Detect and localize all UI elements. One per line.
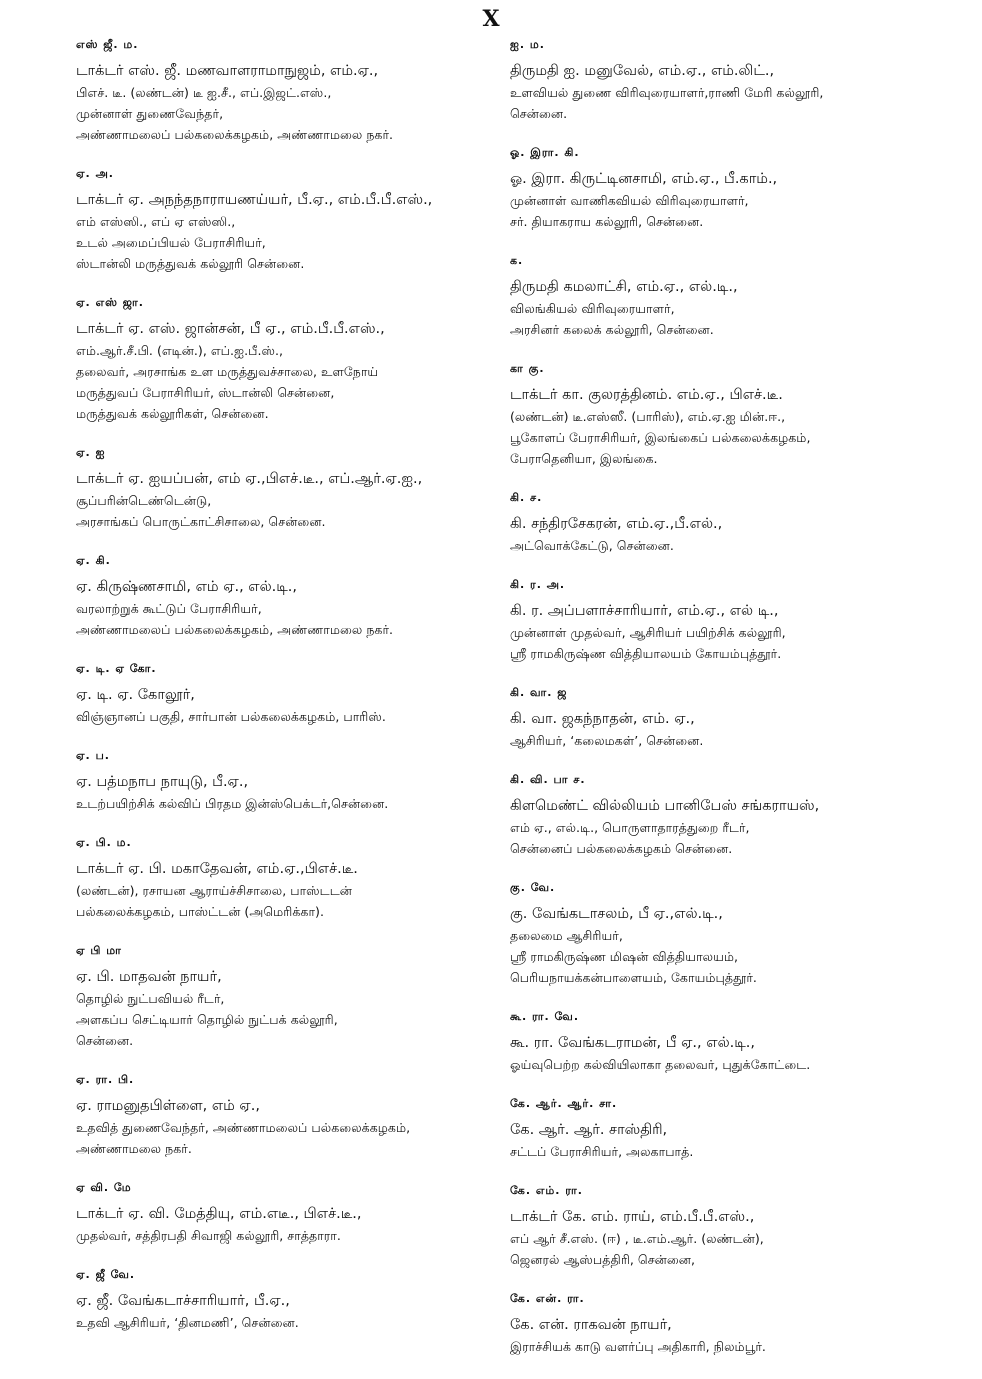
contributor-detail-line: சர். தியாகராய கல்லூரி, சென்னை.: [510, 214, 704, 229]
contributor-abbreviation: கு. வே.: [510, 881, 556, 894]
contributor-abbreviation: கி. ர. அ.: [510, 578, 566, 591]
contributor-entry: [76, 662, 476, 727]
contributor-entry: [510, 1184, 960, 1270]
contributor-name: ஏ. கிருஷ்ணசாமி, எம் ஏ., எல்.டி.,: [76, 579, 298, 595]
contributor-detail-line: விலங்கியல் விரிவுரையாளர்,: [510, 301, 675, 316]
contributor-name: கி. வா. ஜகந்நாதன், எம். ஏ.,: [510, 711, 695, 727]
contributor-abbreviation: க.: [510, 254, 524, 267]
contributor-detail-line: முதல்வர், சத்திரபதி சிவாஜி கல்லூரி, சாத்தாரா.: [76, 1228, 341, 1243]
contributor-entry: [510, 491, 960, 556]
contributor-abbreviation: கா கு.: [510, 362, 545, 375]
contributor-entry: [76, 749, 476, 814]
contributor-detail-line: தலைமை ஆசிரியர்,: [510, 928, 623, 943]
contributor-name: டாக்டர் ஏ. ஐயப்பன், எம் ஏ.,பிஎச்.டீ., எப்.ஆர்.ஏ.ஐ.,: [76, 471, 423, 487]
contributor-name: ஏ. ராமனுதபிள்ளை, எம் ஏ.,: [76, 1098, 260, 1114]
contributor-detail-line: உதவி ஆசிரியர், ‘தினமணி’, சென்னை.: [76, 1315, 299, 1330]
contributor-detail-line: அட்வொக்கேட்டு, சென்னை.: [510, 538, 674, 553]
contributor-entry: [510, 362, 960, 469]
contributor-detail-line: ஜெனரல் ஆஸ்பத்திரி, சென்னை,: [510, 1252, 696, 1267]
contributor-detail-line: ஸ்ரீ ராமகிருஷ்ண மிஷன் வித்தியாலயம்,: [510, 949, 739, 964]
contributor-name: டாக்டர் ஏ. வி. மேத்தியு, எம்.எடீ., பிஎச்.டீ.,: [76, 1206, 362, 1222]
contributor-abbreviation: ஏ. டி. ஏ கோ.: [76, 662, 157, 675]
contributor-detail-line: முன்னாள் முதல்வர், ஆசிரியர் பயிற்சிக் கல்லூரி,: [510, 625, 786, 640]
contributor-abbreviation: ஏ. ரா. பி.: [76, 1073, 135, 1086]
contributor-detail-line: விஞ்ஞானப் பகுதி, சார்பான் பல்கலைக்கழகம், பாரிஸ்.: [76, 709, 386, 724]
contributor-abbreviation: கி. வா. ஜ: [510, 686, 568, 699]
contributor-detail-line: ஆசிரியர், ‘கலைமகள்’, சென்னை.: [510, 733, 704, 748]
page-number: X: [482, 6, 500, 32]
contributor-name: டாக்டர் எஸ். ஜீ. மணவாளராமாநுஜம், எம்.ஏ.,: [76, 63, 379, 79]
contributor-entry: [76, 167, 476, 274]
contributor-detail-line: எம்.ஆர்.சீ.பி. (எடின்.), எப்.ஐ.பீ.ஸ்.,: [76, 343, 284, 358]
contributor-name: ஓ. இரா. கிருட்டினசாமி, எம்.ஏ., பீ.காம்.,: [510, 171, 778, 187]
contributor-abbreviation: ஏ. ஐ: [76, 446, 106, 459]
contributor-entry: [510, 1010, 960, 1075]
contributor-entry: [76, 296, 476, 424]
contributor-name: கி. சந்திரசேகரன், எம்.ஏ.,பீ.எல்.,: [510, 516, 723, 532]
contributor-abbreviation: கி. ச.: [510, 491, 543, 504]
contributor-name: திருமதி ஐ. மனுவேல், எம்.ஏ., எம்.லிட்.,: [510, 63, 775, 79]
contributor-abbreviation: ஏ. ஜீ வே.: [76, 1268, 136, 1281]
contributor-detail-line: தலைவர், அரசாங்க உள மருத்துவச்சாலை, உளநோய்: [76, 364, 379, 379]
contributor-detail-line: அண்ணாமலைப் பல்கலைக்கழகம், அண்ணாமலை நகர்.: [76, 622, 394, 637]
contributor-entry: [76, 1073, 476, 1159]
contributor-abbreviation: கூ. ரா. வே.: [510, 1010, 579, 1023]
contributor-abbreviation: ஏ. எஸ் ஜா.: [76, 296, 144, 309]
contributor-entry: [76, 1181, 476, 1246]
contributor-abbreviation: கே. ஆர். ஆர். சா.: [510, 1097, 618, 1110]
contributor-entry: [510, 254, 960, 340]
contributor-abbreviation: ஏ. பி. ம.: [76, 836, 132, 849]
contributor-entry: [510, 1292, 960, 1357]
contributor-name: கி. ர. அப்பளாச்சாரியார், எம்.ஏ., எல் டி.,: [510, 603, 779, 619]
contributor-detail-line: மருத்துவக் கல்லூரிகள், சென்னை.: [76, 406, 269, 421]
contributor-abbreviation: ஐ. ம.: [510, 38, 545, 51]
contributor-detail-line: சென்னைப் பல்கலைக்கழகம் சென்னை.: [510, 841, 733, 856]
contributor-entry: [76, 554, 476, 640]
contributor-entry: [76, 836, 476, 922]
contributor-name: கே. ஆர். ஆர். சாஸ்திரி,: [510, 1122, 668, 1138]
contributor-detail-line: அரசாங்கப் பொருட்காட்சிசாலை, சென்னை.: [76, 514, 326, 529]
contributor-detail-line: ஸ்ரீ ராமகிருஷ்ண வித்தியாலயம் கோயம்புத்தூர்.: [510, 646, 782, 661]
contributor-name: ஏ. ஜீ. வேங்கடாச்சாரியார், பீ.ஏ.,: [76, 1293, 290, 1309]
contributor-abbreviation: கே. என். ரா.: [510, 1292, 585, 1305]
contributor-abbreviation: ஏ. அ.: [76, 167, 114, 180]
contributor-detail-line: பெரியநாயக்கன்பாளையம், கோயம்புத்தூர்.: [510, 970, 757, 985]
contributor-detail-line: உளவியல் துணை விரிவுரையாளர்,ராணி மேரி கல்லூரி,: [510, 85, 824, 100]
contributor-detail-line: முன்னாள் துணைவேந்தர்,: [76, 106, 224, 121]
contributor-detail-line: அண்ணாமலைப் பல்கலைக்கழகம், அண்ணாமலை நகர்.: [76, 127, 394, 142]
contributor-entry: [510, 1097, 960, 1162]
left-column: [76, 38, 476, 1355]
contributor-abbreviation: ஓ. இரா. கி.: [510, 146, 580, 159]
contributor-entry: [76, 38, 476, 145]
contributor-name: கிளமெண்ட் வில்லியம் பானிபேஸ் சங்கராயஸ்,: [510, 798, 820, 814]
contributor-abbreviation: எஸ் ஜீ. ம.: [76, 38, 139, 51]
contributor-detail-line: எம் எஸ்ஸி., எப் ஏ எஸ்ஸி.,: [76, 214, 236, 229]
contributor-detail-line: ஸ்டான்லி மருத்துவக் கல்லூரி சென்னை.: [76, 256, 305, 271]
contributor-detail-line: உடல் அமைப்பியல் பேராசிரியர்,: [76, 235, 266, 250]
contributor-detail-line: ஓய்வுபெற்ற கல்வியிலாகா தலைவர், புதுக்கோட்டை.: [510, 1057, 811, 1072]
contributor-name: ஏ. பத்மநாப நாயுடு, பீ.ஏ.,: [76, 774, 249, 790]
contributor-detail-line: அண்ணாமலை நகர்.: [76, 1141, 192, 1156]
contributor-entry: [510, 881, 960, 988]
contributor-abbreviation: கே. எம். ரா.: [510, 1184, 583, 1197]
contributor-abbreviation: ஏ. கி.: [76, 554, 111, 567]
contributor-name: ஏ. டி. ஏ. கோலூர்,: [76, 687, 195, 703]
contributor-detail-line: சென்னை.: [510, 106, 568, 121]
contributor-abbreviation: கி. வி. பா ச.: [510, 773, 586, 786]
contributor-entry: [510, 146, 960, 232]
contributor-abbreviation: ஏ. ப.: [76, 749, 110, 762]
contributor-name: கு. வேங்கடாசலம், பீ ஏ.,எல்.டி.,: [510, 906, 723, 922]
contributor-entry: [510, 578, 960, 664]
contributor-entry: [510, 773, 960, 859]
contributor-detail-line: பல்கலைக்கழகம், பாஸ்ட்டன் (அமெரிக்கா).: [76, 904, 324, 919]
contributor-name: கூ. ரா. வேங்கடராமன், பீ ஏ., எல்.டி.,: [510, 1035, 755, 1051]
contributor-detail-line: உதவித் துணைவேந்தர், அண்ணாமலைப் பல்கலைக்கழகம்,: [76, 1120, 411, 1135]
contributor-entry: [510, 38, 960, 124]
contributor-name: திருமதி கமலாட்சி, எம்.ஏ., எல்.டி.,: [510, 279, 738, 295]
contributor-detail-line: எம் ஏ., எல்.டி., பொருளாதாரத்துறை ரீடர்,: [510, 820, 750, 835]
contributor-detail-line: இராச்சியக் காடு வளர்ப்பு அதிகாரி, நிலம்பூர்.: [510, 1339, 766, 1354]
contributor-name: டாக்டர் ஏ. எஸ். ஜான்சன், பீ ஏ., எம்.பீ.பீ.எஸ்.,: [76, 321, 385, 337]
contributor-detail-line: பேராதெனியா, இலங்கை.: [510, 451, 658, 466]
contributor-detail-line: வரலாற்றுக் கூட்டுப் பேராசிரியர்,: [76, 601, 262, 616]
contributor-detail-line: பூகோளப் பேராசிரியர், இலங்கைப் பல்கலைக்கழகம்,: [510, 430, 811, 445]
contributor-detail-line: முன்னாள் வாணிகவியல் விரிவுரையாளர்,: [510, 193, 749, 208]
contributor-entry: [76, 944, 476, 1051]
contributor-detail-line: சூப்பரின்டெண்டென்டு,: [76, 493, 212, 508]
contributor-entry: [76, 446, 476, 532]
contributor-detail-line: அளகப்ப செட்டியார் தொழில் நுட்பக் கல்லூரி,: [76, 1012, 338, 1027]
contributor-name: டாக்டர் ஏ. அநந்தநாராயணய்யர், பீ.ஏ., எம்.பீ.பீ.எஸ்.,: [76, 192, 433, 208]
contributor-abbreviation: ஏ பி மா: [76, 944, 122, 957]
contributor-entry: [510, 686, 960, 751]
contributor-detail-line: அரசினர் கலைக் கல்லூரி, சென்னை.: [510, 322, 714, 337]
contributor-name: கே. என். ராகவன் நாயர்,: [510, 1317, 672, 1333]
contributor-detail-line: சென்னை.: [76, 1033, 134, 1048]
contributor-detail-line: சட்டப் பேராசிரியர், அலகாபாத்.: [510, 1144, 694, 1159]
contributor-name: டாக்டர் ஏ. பி. மகாதேவன், எம்.ஏ.,பிஎச்.டீ.: [76, 861, 358, 877]
contributor-name: டாக்டர் கே. எம். ராய், எம்.பீ.பீ.எஸ்.,: [510, 1209, 755, 1225]
contributor-detail-line: மருத்துவப் பேராசிரியர், ஸ்டான்லி சென்னை,: [76, 385, 335, 400]
contributor-detail-line: எப் ஆர் சீ.எஸ். (ஈ) , டீ.எம்.ஆர். (லண்டன்),: [510, 1231, 764, 1246]
contributor-abbreviation: ஏ வி. மே: [76, 1181, 132, 1194]
contributor-entry: [76, 1268, 476, 1333]
contributor-detail-line: (லண்டன்) டீ.எஸ்ஸீ. (பாரிஸ்), எம்.ஏ.ஐ மின்.ஈ.,: [510, 409, 786, 424]
contributor-name: ஏ. பி. மாதவன் நாயர்,: [76, 969, 222, 985]
contributor-detail-line: பிஎச். டீ. (லண்டன்) டீ ஐ.சீ., எப்.இஜட்.எஸ்.,: [76, 85, 332, 100]
contributor-detail-line: தொழில் நுட்பவியல் ரீடர்,: [76, 991, 225, 1006]
contributor-detail-line: உடற்பயிற்சிக் கல்விப் பிரதம இன்ஸ்பெக்டர்,சென்னை.: [76, 796, 389, 811]
contributor-name: டாக்டர் கா. குலரத்தினம். எம்.ஏ., பிஎச்.டீ.: [510, 387, 783, 403]
right-column: [510, 38, 960, 1379]
contributor-detail-line: (லண்டன்), ரசாயன ஆராய்ச்சிசாலை, பாஸ்டடன்: [76, 883, 352, 898]
